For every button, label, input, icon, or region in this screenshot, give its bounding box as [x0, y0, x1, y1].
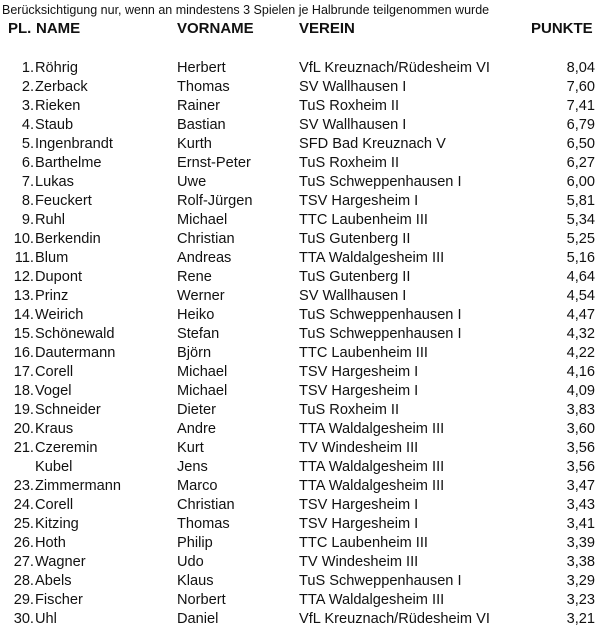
club-cell: TuS Schweppenhausen I — [299, 573, 462, 589]
table-row — [0, 553, 603, 572]
club-cell: SV Wallhausen I — [299, 79, 407, 95]
place-cell: 3. — [21, 98, 34, 114]
first-name-cell: Thomas — [177, 79, 230, 95]
club-cell: TTA Waldalgesheim III — [299, 421, 445, 437]
points-cell: 3,56 — [566, 459, 595, 475]
points-cell: 5,25 — [566, 231, 595, 247]
table-row — [0, 287, 603, 306]
first-name-cell: Michael — [177, 212, 228, 228]
place-cell: 7. — [21, 174, 34, 190]
first-name-cell: Kurth — [177, 136, 212, 152]
points-cell: 4,32 — [566, 326, 595, 342]
club-cell: TTC Laubenheim III — [299, 345, 428, 361]
place-cell: 8. — [21, 193, 34, 209]
table-row — [0, 116, 603, 135]
name-cell: Rieken — [35, 98, 81, 114]
name-cell: Weirich — [35, 307, 84, 323]
first-name-cell: Andre — [177, 421, 216, 437]
place-cell: 4. — [21, 117, 34, 133]
first-name-cell: Jens — [177, 459, 208, 475]
name-cell: Czeremin — [35, 440, 98, 456]
name-cell: Fischer — [35, 592, 83, 608]
first-name-cell: Uwe — [177, 174, 207, 190]
first-name-cell: Heiko — [177, 307, 215, 323]
club-cell: TTA Waldalgesheim III — [299, 459, 445, 475]
points-cell: 3,43 — [566, 497, 595, 513]
name-cell: Corell — [35, 364, 74, 380]
place-cell: 10. — [13, 231, 34, 247]
first-name-cell: Stefan — [177, 326, 220, 342]
points-cell: 4,47 — [566, 307, 595, 323]
first-name-cell: Werner — [177, 288, 225, 304]
club-cell: TuS Gutenberg II — [299, 269, 411, 285]
name-cell: Kitzing — [35, 516, 79, 532]
points-cell: 7,41 — [566, 98, 595, 114]
table-row — [0, 59, 603, 78]
table-row — [0, 458, 603, 477]
name-cell: Schneider — [35, 402, 101, 418]
name-cell: Dupont — [35, 269, 83, 285]
club-cell: TuS Roxheim II — [299, 402, 400, 418]
place-cell: 9. — [21, 212, 34, 228]
name-cell: Corell — [35, 497, 74, 513]
first-name-cell: Marco — [177, 478, 218, 494]
place-cell: 26. — [13, 535, 34, 551]
place-cell: 18. — [13, 383, 34, 399]
place-cell: 14. — [13, 307, 34, 323]
club-cell: TSV Hargesheim I — [299, 383, 419, 399]
club-cell: TuS Gutenberg II — [299, 231, 411, 247]
table-row — [0, 439, 603, 458]
first-name-cell: Daniel — [177, 611, 219, 627]
header-name: NAME — [36, 20, 81, 37]
first-name-cell: Christian — [177, 497, 235, 513]
points-cell: 6,27 — [566, 155, 595, 171]
club-cell: TV Windesheim III — [299, 440, 419, 456]
club-cell: TuS Schweppenhausen I — [299, 326, 462, 342]
table-row — [0, 401, 603, 420]
points-cell: 4,16 — [566, 364, 595, 380]
first-name-cell: Norbert — [177, 592, 226, 608]
place-cell: 1. — [21, 60, 34, 76]
first-name-cell: Philip — [177, 535, 213, 551]
first-name-cell: Rene — [177, 269, 212, 285]
club-cell: TSV Hargesheim I — [299, 497, 419, 513]
club-cell: TuS Schweppenhausen I — [299, 307, 462, 323]
place-cell: 21. — [13, 440, 34, 456]
name-cell: Hoth — [35, 535, 66, 551]
table-row — [0, 78, 603, 97]
table-row — [0, 572, 603, 591]
club-cell: VfL Kreuznach/Rüdesheim VI — [299, 611, 490, 627]
name-cell: Ruhl — [35, 212, 66, 228]
header-points: PUNKTE — [531, 20, 593, 37]
name-cell: Zerback — [35, 79, 88, 95]
table-row — [0, 249, 603, 268]
table-row — [0, 515, 603, 534]
table-row — [0, 268, 603, 287]
table-row — [0, 154, 603, 173]
club-cell: TTC Laubenheim III — [299, 212, 428, 228]
place-cell: 13. — [13, 288, 34, 304]
table-row — [0, 477, 603, 496]
first-name-cell: Andreas — [177, 250, 232, 266]
name-cell: Uhl — [35, 611, 57, 627]
name-cell: Kraus — [35, 421, 74, 437]
points-cell: 4,09 — [566, 383, 595, 399]
place-cell: 15. — [13, 326, 34, 342]
table-row — [0, 173, 603, 192]
name-cell: Prinz — [35, 288, 69, 304]
name-cell: Staub — [35, 117, 74, 133]
name-cell: Zimmermann — [35, 478, 121, 494]
first-name-cell: Christian — [177, 231, 235, 247]
first-name-cell: Herbert — [177, 60, 226, 76]
table-row — [0, 306, 603, 325]
header-club: VEREIN — [299, 20, 355, 37]
points-cell: 3,41 — [566, 516, 595, 532]
points-cell: 7,60 — [566, 79, 595, 95]
first-name-cell: Ernst-Peter — [177, 155, 251, 171]
points-cell: 3,56 — [566, 440, 595, 456]
place-cell: 11. — [14, 250, 34, 266]
table-row — [0, 325, 603, 344]
first-name-cell: Udo — [177, 554, 204, 570]
name-cell: Röhrig — [35, 60, 78, 76]
first-name-cell: Rolf-Jürgen — [177, 193, 253, 209]
place-cell: 6. — [21, 155, 34, 171]
header-first-name: VORNAME — [177, 20, 254, 37]
first-name-cell: Michael — [177, 383, 228, 399]
table-row — [0, 591, 603, 610]
points-cell: 6,50 — [566, 136, 595, 152]
club-cell: TTA Waldalgesheim III — [299, 478, 445, 494]
club-cell: VfL Kreuznach/Rüdesheim VI — [299, 60, 490, 76]
first-name-cell: Rainer — [177, 98, 220, 114]
place-cell: 29. — [13, 592, 34, 608]
points-cell: 5,34 — [566, 212, 595, 228]
club-cell: SFD Bad Kreuznach V — [299, 136, 446, 152]
points-cell: 3,38 — [566, 554, 595, 570]
club-cell: TuS Schweppenhausen I — [299, 174, 462, 190]
place-cell: 17. — [13, 364, 34, 380]
table-row — [0, 135, 603, 154]
table-row — [0, 610, 603, 629]
club-cell: SV Wallhausen I — [299, 288, 407, 304]
name-cell: Ingenbrandt — [35, 136, 113, 152]
club-cell: TTC Laubenheim III — [299, 535, 428, 551]
club-cell: TuS Roxheim II — [299, 98, 400, 114]
name-cell: Vogel — [35, 383, 72, 399]
first-name-cell: Bastian — [177, 117, 226, 133]
points-cell: 3,47 — [566, 478, 595, 494]
place-cell: 16. — [13, 345, 34, 361]
place-cell: 5. — [21, 136, 34, 152]
table-row — [0, 496, 603, 515]
first-name-cell: Michael — [177, 364, 228, 380]
points-cell: 4,64 — [566, 269, 595, 285]
name-cell: Feuckert — [35, 193, 92, 209]
name-cell: Kubel — [35, 459, 73, 475]
first-name-cell: Björn — [177, 345, 212, 361]
place-cell: 12. — [13, 269, 34, 285]
points-cell: 3,39 — [566, 535, 595, 551]
name-cell: Dautermann — [35, 345, 116, 361]
first-name-cell: Kurt — [177, 440, 204, 456]
place-cell: 19. — [13, 402, 34, 418]
first-name-cell: Dieter — [177, 402, 216, 418]
table-row — [0, 534, 603, 553]
club-cell: TTA Waldalgesheim III — [299, 250, 445, 266]
table-row — [0, 344, 603, 363]
name-cell: Blum — [35, 250, 69, 266]
points-cell: 3,60 — [566, 421, 595, 437]
first-name-cell: Thomas — [177, 516, 230, 532]
table-row — [0, 230, 603, 249]
points-cell: 3,21 — [566, 611, 595, 627]
points-cell: 4,22 — [566, 345, 595, 361]
club-cell: SV Wallhausen I — [299, 117, 407, 133]
club-cell: TSV Hargesheim I — [299, 193, 419, 209]
table-row — [0, 97, 603, 116]
name-cell: Berkendin — [35, 231, 101, 247]
ranking-table — [0, 59, 603, 629]
name-cell: Schönewald — [35, 326, 115, 342]
points-cell: 3,29 — [566, 573, 595, 589]
table-row — [0, 382, 603, 401]
name-cell: Wagner — [35, 554, 86, 570]
points-cell: 6,79 — [566, 117, 595, 133]
place-cell: 2. — [21, 79, 34, 95]
name-cell: Abels — [35, 573, 72, 589]
club-cell: TSV Hargesheim I — [299, 516, 419, 532]
points-cell: 8,04 — [566, 60, 595, 76]
club-cell: TTA Waldalgesheim III — [299, 592, 445, 608]
club-cell: TSV Hargesheim I — [299, 364, 419, 380]
points-cell: 6,00 — [566, 174, 595, 190]
place-cell: 24. — [13, 497, 34, 513]
place-cell: 20. — [13, 421, 34, 437]
place-cell: 27. — [13, 554, 34, 570]
name-cell: Barthelme — [35, 155, 102, 171]
first-name-cell: Klaus — [177, 573, 214, 589]
club-cell: TV Windesheim III — [299, 554, 419, 570]
table-row — [0, 363, 603, 382]
place-cell: 25. — [13, 516, 34, 532]
points-cell: 5,16 — [566, 250, 595, 266]
table-row — [0, 420, 603, 439]
name-cell: Lukas — [35, 174, 74, 190]
eligibility-note: Berücksichtigung nur, wenn an mindestens 3 Spielen je Halbrunde teilgenommen wurde — [2, 3, 490, 17]
points-cell: 5,81 — [566, 193, 595, 209]
club-cell: TuS Roxheim II — [299, 155, 400, 171]
points-cell: 3,83 — [566, 402, 595, 418]
place-cell: 23. — [13, 478, 34, 494]
points-cell: 4,54 — [566, 288, 595, 304]
place-cell: 30. — [13, 611, 34, 627]
table-row — [0, 192, 603, 211]
table-row — [0, 211, 603, 230]
place-cell: 28. — [13, 573, 34, 589]
header-place: PL. — [8, 20, 32, 37]
points-cell: 3,23 — [566, 592, 595, 608]
